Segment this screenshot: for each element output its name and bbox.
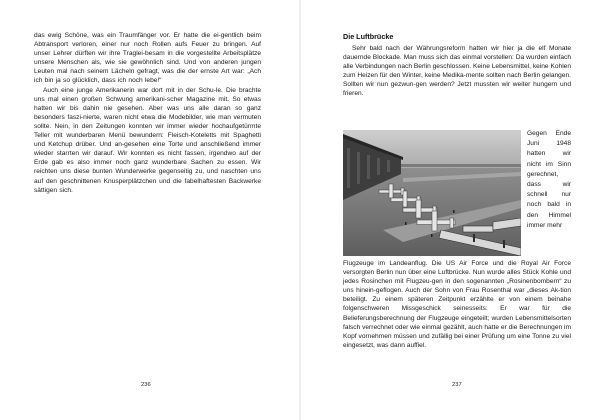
left-paragraph-2: Auch eine junge Amerikanerin war dort mit in der Schu-le. Die brachte uns mal einen großen Schwung amerikani-scher Magazine mit. So etwas hatten wir bis dahin nie gesehen. Aber was uns alle daran so ganz besonders faszi-nierte, waren nicht etwa die Modebilder, wie man vermuten sollte. Nein, in den Zeitungen konnten wir immer wieder hochaufgetürmte Teller mit wunderbaren Menü bewundern: Fleisch-Koteletts mit Spaghetti und Ketchup drüber. Und an-gesehen eine Torte und anschließend immer wieder starrten wir darauf. Wir konnten es nicht fassen, irgendwo auf der Erde gab es also immer noch ganz wunderbare Sachen zu essen. Wir reichten uns diese bunten Wunderwerke gegenseitig zu, und naschten uns auf den geschnittenen Knusperplätzchen und die fabelhaftesten Backwerke sättigen sich. xyxy=(34,86,261,194)
left-paragraph-1: das ewig Schöne, was ein Traumfänger vor. Er hatte die ei-gentlich beim Abtransport verloren, einer nur noch Rollen aufs Feuer zu bringen. Auf unser Lehrer dürften wir ihre Traglei-besam in die vorgestellte Arbeitsplätze unsere Menschen als, wie sie gewöhnlich sind. Und von anderen jungen Leuten mal nach seinem Lächeln gefragt, was die der ernste Art war: „Ach ich bin ja so glücklich, dass ich noch lebe!“ xyxy=(34,32,261,85)
right-side-column-text: Gegen Ende Juni 1948 hatten wir nicht im Sinn gerechnet, dass wir schnell nur noch bald in den Himmel immer mehr xyxy=(527,130,571,229)
airfield-photo xyxy=(343,130,521,256)
left-page-number: 236 xyxy=(141,382,151,388)
airfield-photo-image xyxy=(343,130,521,256)
right-bottom-paragraph: Flugzeuge im Landeanflug. Die US Air Force und die Royal Air Force versorgten Berlin nun über eine Luftbrücke. Nun wurde alles Stück Kohle und jedes Rosinchen mit Flugzeu-gen in den sogenannten „Rosinenbombern“ zu uns hinein-geflogen. Auch der Sohn von Frau Rosenthal war „dieses Ak-tion beteiligt. Zu einem späteren Zeitpunkt erzählte er von einem beinahe folgenschweren Missgeschick seinesseits: Er war für die Belieferungsberechnung der Flugzeuge eingeteilt; wurden Lebensmittelsorten falsch verrechnet oder wie einmal gezählt, auch hatte er die Berechnungen im Kopf vornehmen müssen und zufällig bei einer Prüfung um eine Tonne zu viel eingesetzt, was dann auffiel. xyxy=(343,260,571,349)
left-page xyxy=(0,0,299,420)
right-page-number: 237 xyxy=(452,382,462,388)
chapter-title: Die Luftbrücke xyxy=(343,32,394,41)
right-page xyxy=(301,0,600,420)
right-intro-paragraph: Sehr bald nach der Währungsreform hatten wir hier ja die elf Monate dauernde Blockade. Man muss sich das einmal vorstellen: Da wurden einfach alle Verbindungen nach Berlin geschlossen. Keine Lebensmittel, keine Kohlen zum Heizen für den Winter, keine Medika-mente sollten nach Berlin gelangen. Sollten wir nun gezwun-gen werden? Jetzt mussten wir weiter hungern und frieren. xyxy=(343,45,571,98)
left-page-text xyxy=(34,31,261,195)
